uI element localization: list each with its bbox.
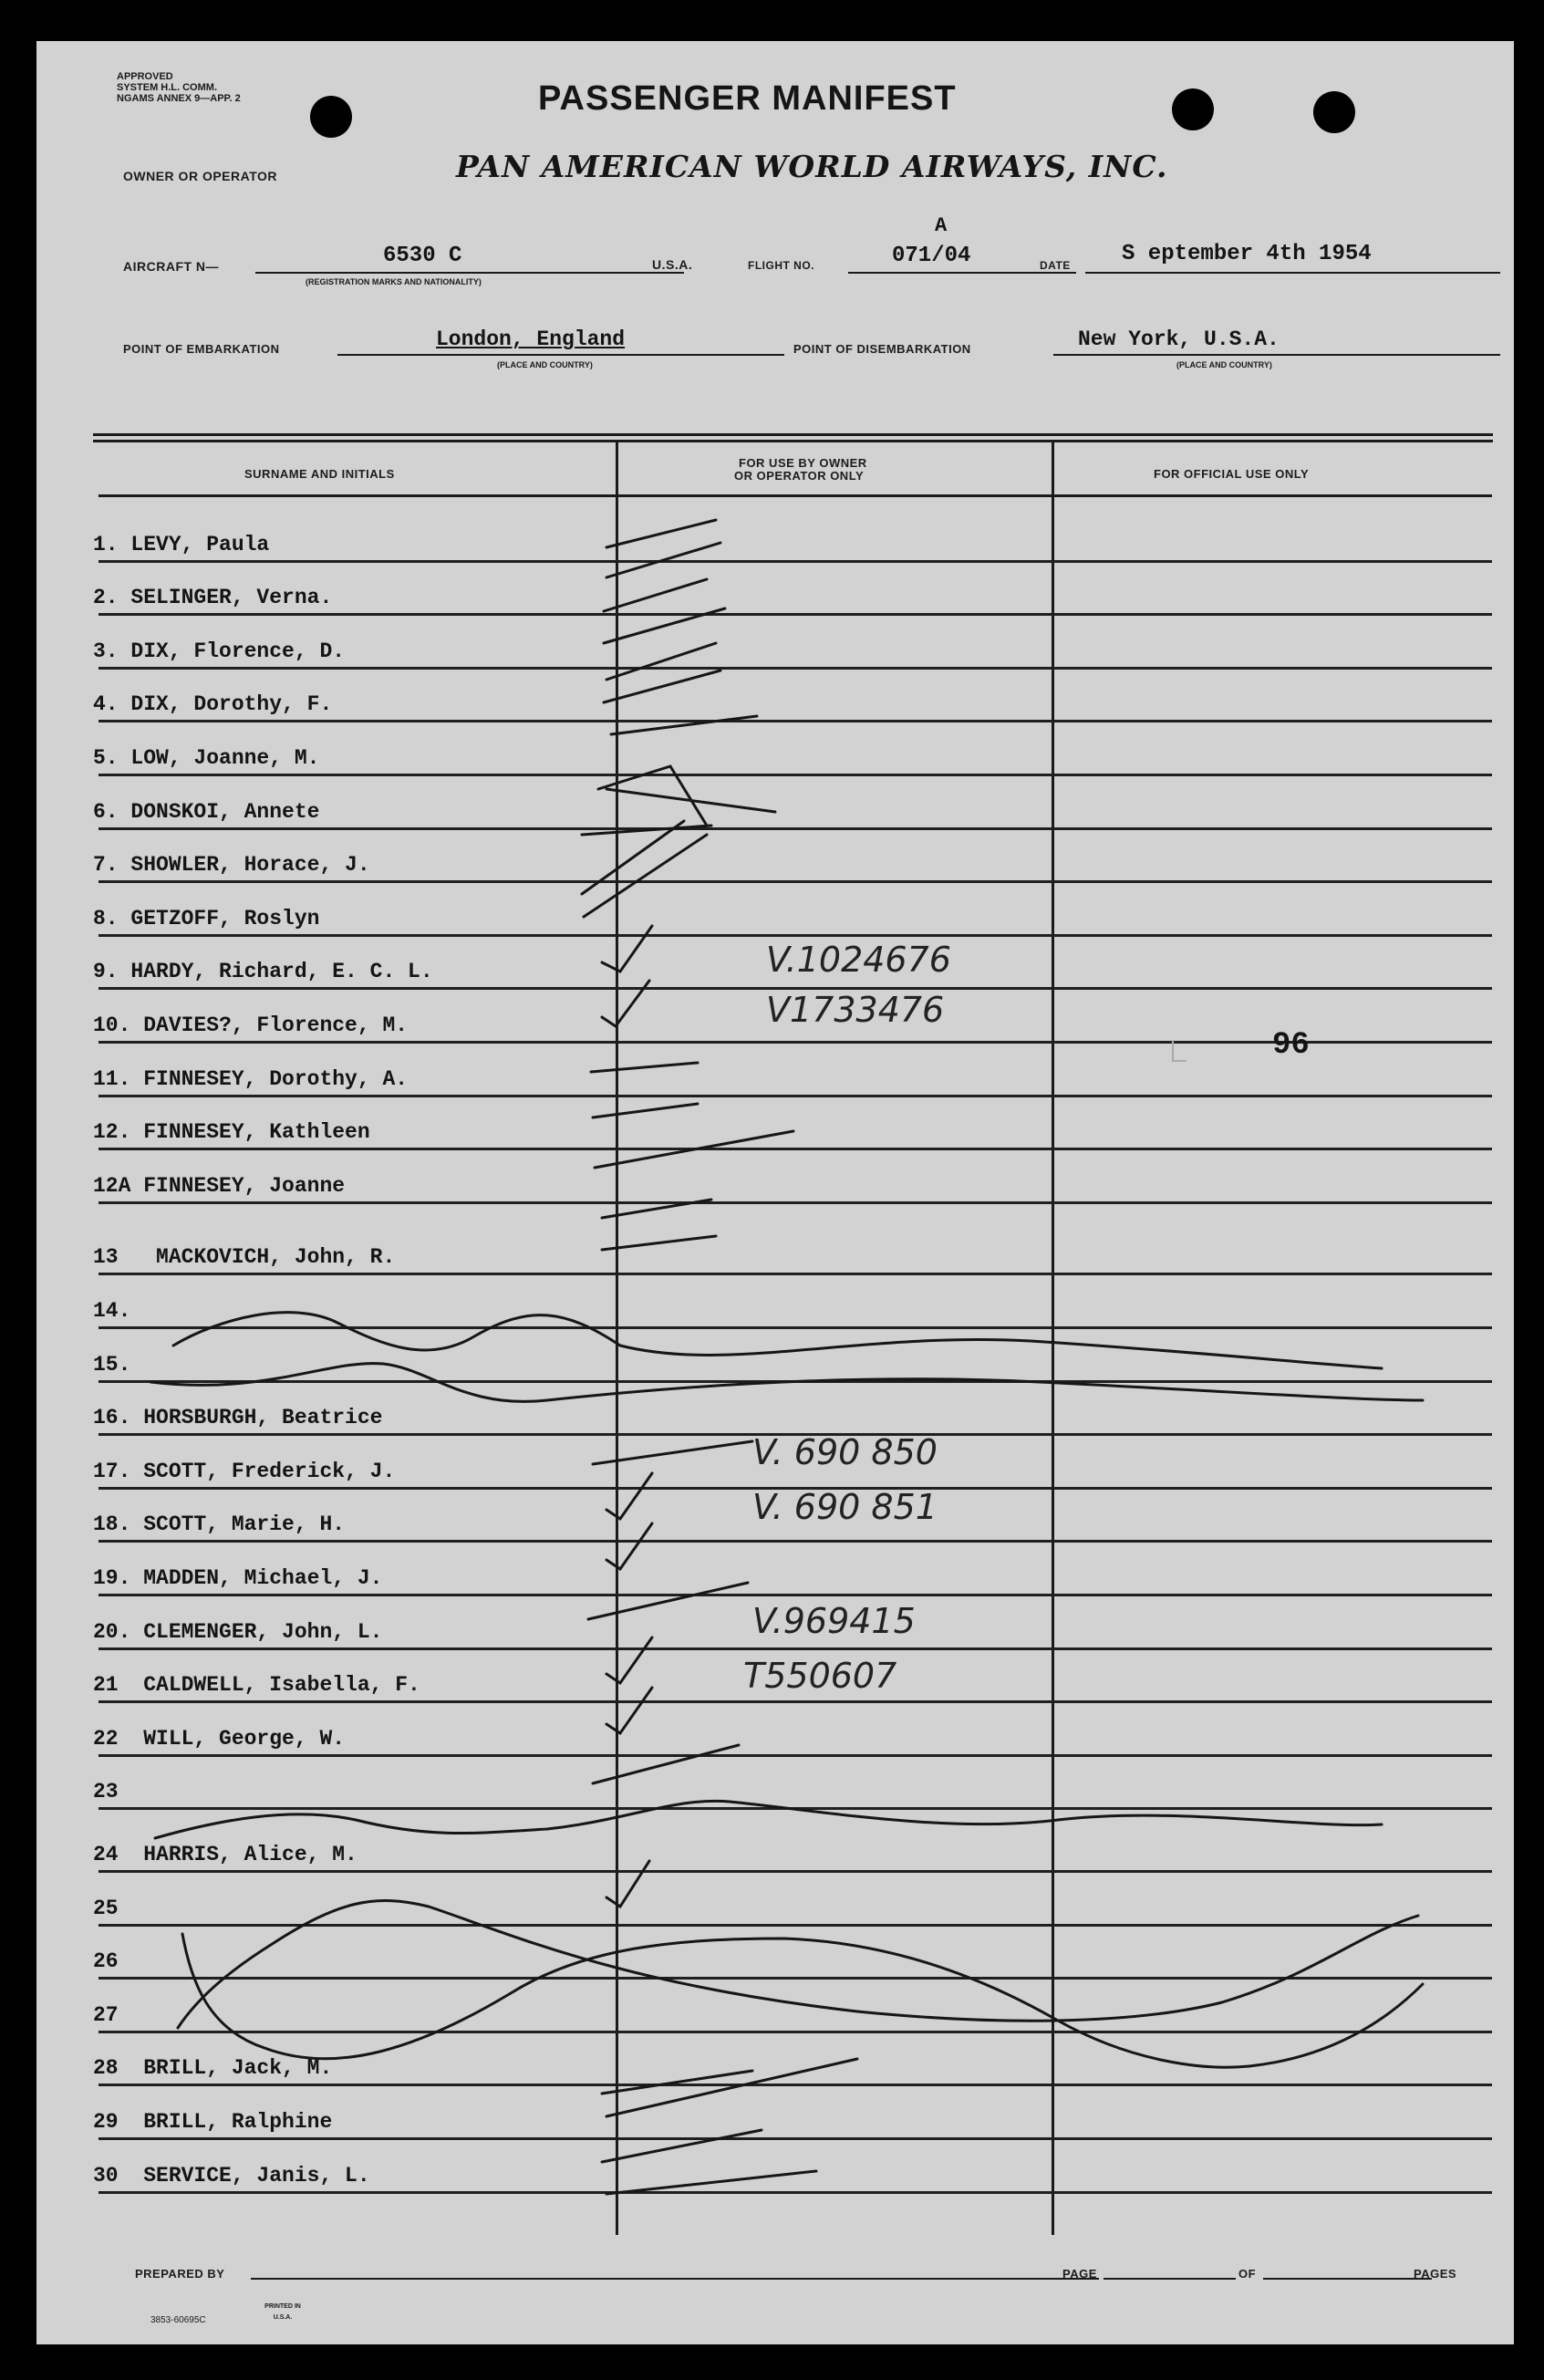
passenger-name: 9. HARDY, Richard, E. C. L. [93,960,433,984]
date-label: DATE [1040,259,1071,272]
pen-marks [36,41,1514,2344]
passenger-name: 11. FINNESEY, Dorothy, A. [93,1066,409,1091]
check-slash-14 [602,1200,711,1218]
flight-suffix: A [935,214,948,237]
check-slash-8c [582,826,711,835]
of-line [1263,2278,1432,2280]
cancel-line-15 [150,1364,1423,1402]
aircraft-value: 6530 C [383,244,462,268]
embark-label: POINT OF EMBARKATION [123,342,280,356]
date-value: S eptember 4th 1954 [1122,242,1372,266]
check-18 [606,1523,652,1569]
approval-line-2: SYSTEM H.L. COMM. [117,82,217,93]
disembark-value: New York, U.S.A. [1078,327,1280,351]
embark-value: London, England [436,327,626,351]
passenger-name: 2. SELINGER, Verna. [93,586,333,610]
check-10 [602,981,649,1026]
check-slash-15 [602,1236,716,1250]
check-slash-8e [584,835,707,917]
check-9 [602,926,652,972]
check-slash-16 [593,1441,752,1464]
airline-name: PAN AMERICAN WORLD AIRWAYS, INC. [456,149,1168,184]
aircraft-caption: (REGISTRATION MARKS AND NATIONALITY) [306,277,482,286]
check-slash-1 [606,520,716,547]
passenger-name: 12. FINNESEY, Kathleen [93,1120,370,1145]
passenger-name: 17. SCOTT, Frederick, J. [93,1459,396,1483]
check-slash-5 [606,643,716,680]
check-24 [606,1861,649,1907]
cancel-line-25 [178,1900,1418,2028]
column-header-owner-1: FOR USE BY OWNER [739,456,867,470]
passenger-name: 13 MACKOVICH, John, R. [93,1245,396,1270]
usa-label: U.S.A. [652,257,693,272]
operator-note-4: V. 690 851 [752,1487,938,1527]
check-slash-12 [593,1104,698,1117]
passenger-name: 29 BRILL, Ralphine [93,2110,333,2134]
operator-note-3: V. 690 850 [752,1432,938,1472]
check-slash-28a [602,2071,752,2094]
disembark-label: POINT OF DISEMBARKATION [793,342,971,356]
passenger-name: 7. SHOWLER, Horace, J. [93,853,370,878]
check-17 [606,1473,652,1519]
passenger-name: 19. MADDEN, Michael, J. [93,1566,383,1590]
check-slash-19 [588,1583,748,1619]
passenger-name: 15. [93,1352,131,1377]
passenger-name: 22 WILL, George, W. [93,1726,346,1751]
of-label: OF [1238,2267,1257,2281]
operator-note-5: V.969415 [752,1601,916,1641]
check-slash-13 [595,1131,793,1168]
passenger-name: 18. SCOTT, Marie, H. [93,1512,346,1537]
prepared-by-label: PREPARED BY [135,2267,225,2281]
page-label: PAGE [1062,2267,1097,2281]
column-header-surname: SURNAME AND INITIALS [244,467,395,481]
operator-note-2: V1733476 [766,990,945,1030]
passenger-name: 6. DONSKOI, Annete [93,799,320,824]
printed-stamp: PRINTED IN U.S.A. [264,2303,301,2321]
passenger-name: 27 [93,2002,119,2027]
passenger-name: 8. GETZOFF, Roslyn [93,906,320,930]
passenger-name: 26 [93,1949,119,1974]
page-title: PASSENGER MANIFEST [538,79,957,118]
cancel-line-14 [173,1313,1382,1368]
check-20 [606,1637,652,1683]
column-header-owner-2: OR OPERATOR ONLY [734,469,865,483]
passenger-name: 10. DAVIES?, Florence, M. [93,1013,409,1037]
check-slash-7 [611,716,757,734]
cancel-line-26 [182,1934,1423,2067]
passenger-name: 5. LOW, Joanne, M. [93,746,320,770]
check-slash-8b [606,789,775,812]
embark-caption: (PLACE AND COUNTRY) [497,360,593,369]
manifest-sheet [36,41,1514,2344]
passenger-name: 24 HARRIS, Alice, M. [93,1843,358,1866]
passenger-name: 3. DIX, Florence, D. [93,639,346,663]
passenger-name: 21 CALDWELL, Isabella, F. [93,1673,420,1698]
check-slash-11 [591,1063,698,1072]
passenger-name: 30 SERVICE, Janis, L. [93,2163,370,2188]
passenger-name: 20. CLEMENGER, John, L. [93,1619,383,1644]
disembark-caption: (PLACE AND COUNTRY) [1176,360,1272,369]
approval-line-1: APPROVED [117,71,173,82]
check-21 [606,1688,652,1733]
approval-line-3: NGAMS ANNEX 9—APP. 2 [117,93,241,104]
passenger-name: 25 [93,1896,119,1920]
check-slash-3 [604,579,707,611]
passenger-name: 12A FINNESEY, Joanne [93,1173,346,1198]
prepared-by-line [251,2278,1099,2280]
passenger-name: 4. DIX, Dorothy, F. [93,692,333,717]
check-slash-29 [602,2130,762,2162]
flight-value: 071/04 [892,244,971,268]
form-number: 3853-60695C [150,2315,206,2325]
cancel-line-23 [155,1801,1382,1838]
check-slash-4 [604,608,725,643]
column-header-official: FOR OFFICIAL USE ONLY [1154,467,1310,481]
passenger-name: 16. HORSBURGH, Beatrice [93,1406,383,1430]
check-slash-30 [606,2171,816,2194]
check-slash-2 [606,543,720,577]
flight-label: FLIGHT NO. [748,259,814,272]
page-line [1104,2278,1236,2280]
passenger-name: 23 [93,1780,119,1804]
operator-note-6: T550607 [743,1656,897,1696]
aircraft-label: AIRCRAFT N— [123,259,220,274]
owner-label: OWNER OR OPERATOR [123,169,277,183]
operator-note-1: V.1024676 [766,940,951,980]
official-note: 96 [1272,1028,1310,1063]
passenger-name: 1. LEVY, Paula [93,532,270,556]
passenger-name: 14. [93,1299,131,1323]
pages-label: PAGES [1414,2267,1457,2281]
check-slash-22 [593,1745,739,1783]
passenger-name: 28 BRILL, Jack, M. [93,2056,333,2081]
